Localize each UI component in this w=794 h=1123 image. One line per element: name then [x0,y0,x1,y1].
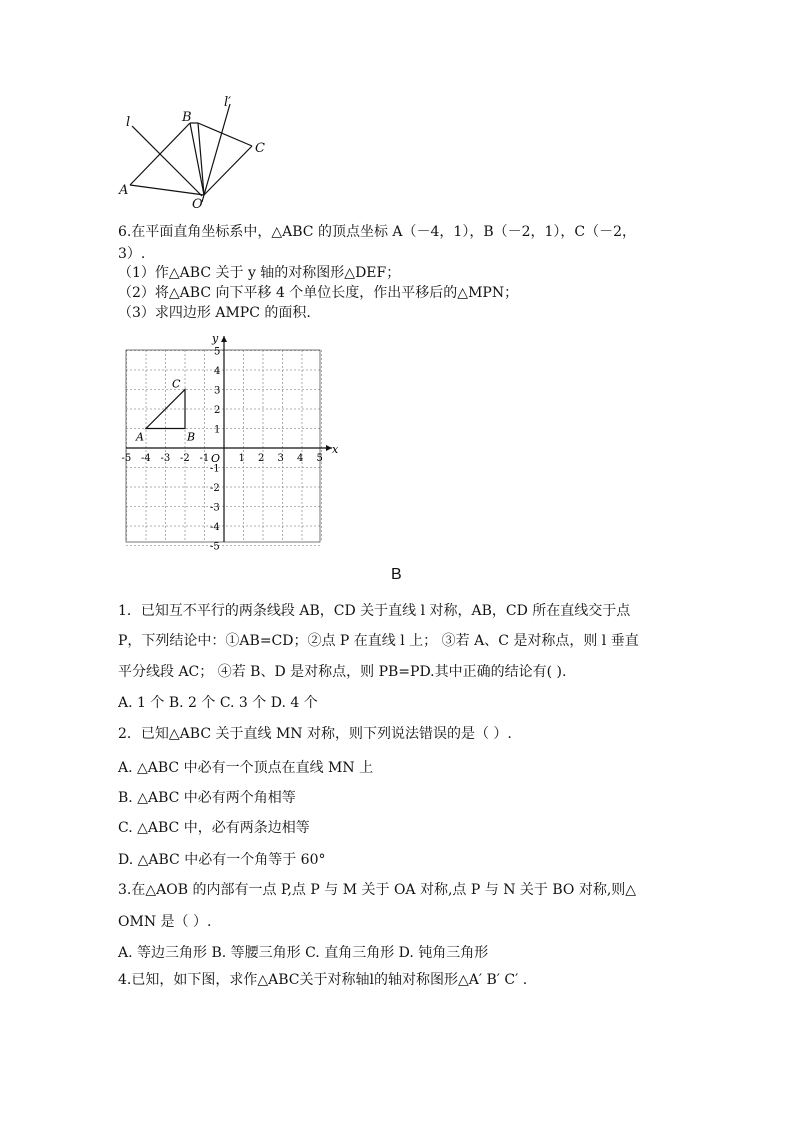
y-tick-label: 5 [214,346,221,358]
x-tick-label: -5 [121,453,132,464]
q6-sub2: （2）将△ABC 向下平移 4 个单位长度，作出平移后的△MPN； [118,285,519,301]
y-tick-label: 2 [214,405,221,416]
label-A: A [119,183,129,198]
point-B-label: B [187,430,196,444]
q1-line1: 1．已知互不平行的两条线段 AB，CD 关于直线 l 对称，AB，CD 所在直线交于点 [118,603,631,619]
grid-frame [126,350,320,542]
x-tick-label: 1 [238,453,245,464]
q2-option-c: C. △ABC 中，必有两条边相等 [118,820,310,836]
y-tick-label: -5 [210,541,220,550]
x-tick-label: 2 [258,453,265,464]
q6-stem-line1: 6.在平面直角坐标系中，△ABC 的顶点坐标 A（－4，1），B（－2，1），C（－2， [118,224,637,240]
origin-label: O [211,452,221,465]
x-tick-label: 3 [277,453,284,464]
section-b-title: B [391,566,402,583]
line-l [132,126,202,196]
q6-stem-line2: 3）. [118,246,146,262]
point-C-label: C [172,377,181,391]
q1-line3: 平分线段 AC； ④若 B、D 是对称点，则 PB=PD.其中正确的结论有( ). [118,664,567,680]
q6-sub1: （1）作△ABC 关于 y 轴的对称图形△DEF； [118,265,401,281]
label-l-prime: l′ [224,95,232,110]
y-tick-label: 4 [214,366,221,377]
y-axis-arrow [221,336,227,342]
x-axis-label: x [332,443,339,456]
q2-option-a: A. △ABC 中必有一个顶点在直线 MN 上 [118,760,374,776]
segment-BC [198,123,252,146]
y-tick-label: -2 [210,483,220,494]
x-tick-label: -3 [160,453,171,464]
point-A-label: A [136,430,144,444]
y-tick-label: 1 [214,424,221,436]
q3-line1: 3.在△AOB 的内部有一点 P,点 P 与 M 关于 OA 对称,点 P 与 N 关于 BO 对称,则△ [118,882,637,898]
q6-sub3: （3）求四边形 AMPC 的面积. [118,305,311,321]
q1-line2: P，下列结论中：①AB=CD；②点 P 在直线 l 上； ③若 A、C 是对称点，则 l 垂直 [118,633,639,649]
y-tick-label: -3 [210,502,220,514]
reflection-figure [110,90,290,215]
q2-option-d: D. △ABC 中必有一个角等于 60° [118,852,326,868]
line-l-prime [202,104,230,202]
x-tick-label: 5 [316,453,323,464]
label-B: B [182,110,192,125]
x-tick-label: -2 [180,453,190,464]
q3-options: A. 等边三角形 B. 等腰三角形 C. 直角三角形 D. 钝角三角形 [118,945,489,961]
segment-BO [190,123,204,195]
q1-options: A. 1 个 B. 2 个 C. 3 个 D. 4 个 [118,695,318,711]
q2-stem: 2．已知△ABC 关于直线 MN 对称，则下列说法错误的是（ ）. [118,726,512,742]
segment-B2O [198,123,204,195]
x-tick-label: -1 [199,453,210,464]
y-tick-label: 3 [214,385,221,397]
x-tick-label: 4 [297,453,304,464]
y-axis-label: y [212,332,219,345]
q2-option-b: B. △ABC 中必有两个角相等 [118,790,296,806]
q4-line1: 4.已知，如下图，求作△ABC关于对称轴l的轴对称图形△A′ B′ C′ . [118,972,528,988]
q3-line2: OMN 是（ ）. [118,914,212,930]
coordinate-grid [112,330,344,550]
y-tick-label: -1 [210,463,220,475]
label-C: C [255,141,265,156]
y-tick-label: -4 [210,522,220,533]
label-O: O [192,197,203,212]
label-l: l [126,115,131,130]
x-tick-label: -4 [141,453,151,464]
